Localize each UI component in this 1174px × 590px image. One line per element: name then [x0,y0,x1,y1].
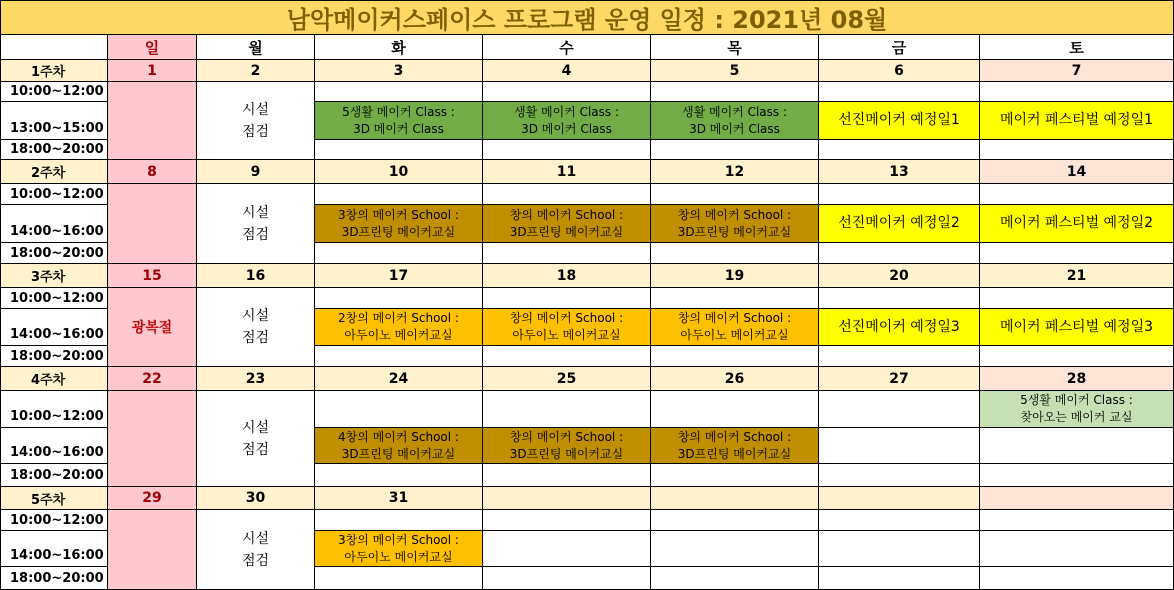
empty-slot [980,531,1174,567]
event-3d-maker-class [651,102,819,140]
event-line: 3D 메이커 Class [353,121,444,136]
event-advanced-maker [819,102,980,140]
empty-slot [819,391,980,428]
event-3d-maker-class [315,102,483,140]
corner-cell [0,35,108,60]
empty-slot [315,288,483,309]
event-line: 3D 메이커 Class [689,121,780,136]
event-3d-printing-school [651,428,819,464]
event-advanced-maker [819,205,980,243]
event-3d-printing-school [483,205,651,243]
sunday-block [108,391,197,487]
empty-slot [483,346,651,367]
event-visiting-maker-class [980,391,1174,428]
empty-slot [315,82,483,102]
event-line: 3창의 메이커 School : [338,207,459,222]
day-header-sunday: 일 [108,35,197,60]
event-line: 5생활 메이커 Class : [342,104,455,119]
day-header-thursday: 목 [651,35,819,60]
date-tuesday: 3 [315,60,483,82]
event-line: 3D프린팅 메이커교실 [341,224,456,239]
date-saturday: 7 [980,60,1174,82]
day-header-saturday: 토 [980,35,1174,60]
date-sunday: 29 [108,487,197,510]
day-header-wednesday: 수 [483,35,651,60]
date-tuesday: 31 [315,487,483,510]
empty-slot [651,391,819,428]
date-friday: 20 [819,264,980,288]
date-thursday: 5 [651,60,819,82]
event-maker-festival [980,102,1174,140]
event-3d-printing-school [315,205,483,243]
date-wednesday: 4 [483,60,651,82]
sunday-block [108,82,197,160]
date-saturday: 14 [980,160,1174,184]
event-line: 3D프린팅 메이커교실 [677,446,792,461]
time-slot: 18:00~20:00 [0,243,108,264]
empty-slot [651,464,819,487]
event-line: 창의 메이커 School : [677,207,792,222]
event-line: 생활 메이커 Class : [681,104,788,119]
date-thursday [651,487,819,510]
week-label: 4주차 [0,367,108,391]
date-tuesday: 24 [315,367,483,391]
date-wednesday [483,487,651,510]
empty-slot [819,531,980,567]
empty-slot [483,510,651,531]
empty-slot [483,82,651,102]
empty-slot [980,184,1174,205]
event-line: 메이커 페스티벌 예정일3 [999,318,1154,335]
facility-inspection [197,82,315,160]
empty-slot [980,510,1174,531]
date-saturday: 21 [980,264,1174,288]
date-saturday: 28 [980,367,1174,391]
date-sunday: 1 [108,60,197,82]
empty-slot [980,346,1174,367]
empty-slot [819,567,980,590]
empty-slot [483,464,651,487]
event-arduino-school [651,309,819,346]
event-3d-printing-school [651,205,819,243]
event-line: 찾아오는 메이커 교실 [1020,410,1133,424]
time-slot: 14:00~16:00 [0,205,108,243]
empty-slot [483,567,651,590]
event-line: 3D프린팅 메이커교실 [341,446,456,461]
inspection-line: 점검 [241,330,270,346]
date-monday: 16 [197,264,315,288]
date-friday: 6 [819,60,980,82]
event-arduino-school [315,309,483,346]
date-monday: 9 [197,160,315,184]
event-line: 아두이노 메이커교실 [512,328,621,342]
date-monday: 30 [197,487,315,510]
event-line: 선진메이커 예정일1 [838,112,960,128]
event-arduino-school [483,309,651,346]
time-slot: 14:00~16:00 [0,428,108,464]
inspection-line: 시설 [241,530,270,547]
empty-slot [819,428,980,464]
time-slot: 10:00~12:00 [0,288,108,309]
day-header-friday: 금 [819,35,980,60]
time-slot: 18:00~20:00 [0,464,108,487]
empty-slot [483,184,651,205]
event-line: 3D프린팅 메이커교실 [677,224,792,239]
event-3d-maker-class [483,102,651,140]
empty-slot [819,288,980,309]
facility-inspection [197,288,315,367]
inspection-line: 시설 [241,419,270,436]
event-line: 창의 메이커 School : [677,429,792,444]
empty-slot [980,288,1174,309]
empty-slot [315,464,483,487]
inspection-line: 시설 [241,101,270,118]
empty-slot [819,82,980,102]
empty-slot [819,346,980,367]
holiday-liberation-day: 광복절 [108,288,197,367]
empty-slot [315,184,483,205]
date-monday: 2 [197,60,315,82]
empty-slot [483,391,651,428]
date-wednesday: 11 [483,160,651,184]
event-arduino-school [315,531,483,567]
empty-slot [651,346,819,367]
event-line: 메이커 페스티벌 예정일1 [999,112,1154,128]
date-saturday [980,487,1174,510]
sheet-title: 남악메이커스페이스 프로그램 운영 일정 : 2021년 08월 [0,0,1174,35]
empty-slot [483,531,651,567]
date-sunday: 22 [108,367,197,391]
event-line: 3창의 메이커 School : [338,532,459,547]
empty-slot [483,243,651,264]
week-label: 1주차 [0,60,108,82]
empty-slot [651,140,819,160]
empty-slot [980,428,1174,464]
facility-inspection [197,391,315,487]
event-line: 창의 메이커 School : [509,207,624,222]
event-line: 생활 메이커 Class : [513,104,620,119]
date-wednesday: 18 [483,264,651,288]
event-line: 3D 메이커 Class [521,121,612,136]
date-thursday: 12 [651,160,819,184]
week-label: 3주차 [0,264,108,288]
date-sunday: 8 [108,160,197,184]
empty-slot [980,567,1174,590]
date-tuesday: 10 [315,160,483,184]
event-advanced-maker [819,309,980,346]
event-maker-festival [980,205,1174,243]
time-slot: 18:00~20:00 [0,567,108,590]
week-label: 5주차 [0,487,108,510]
empty-slot [651,567,819,590]
event-3d-printing-school [483,428,651,464]
event-line: 3D프린팅 메이커교실 [509,446,624,461]
empty-slot [651,243,819,264]
event-line: 창의 메이커 School : [509,311,624,325]
date-tuesday: 17 [315,264,483,288]
time-slot: 18:00~20:00 [0,140,108,160]
empty-slot [651,288,819,309]
event-line: 2창의 메이커 School : [338,311,459,325]
empty-slot [315,346,483,367]
sunday-block [108,510,197,590]
event-line: 선진메이커 예정일3 [838,318,960,335]
date-sunday: 15 [108,264,197,288]
inspection-line: 시설 [241,204,270,221]
inspection-line: 점검 [241,441,270,458]
inspection-line: 점검 [241,226,270,243]
time-slot: 10:00~12:00 [0,82,108,102]
empty-slot [819,464,980,487]
date-thursday: 26 [651,367,819,391]
event-line: 아두이노 메이커교실 [680,328,789,342]
event-line: 3D프린팅 메이커교실 [509,224,624,239]
inspection-line: 점검 [241,123,270,140]
date-monday: 23 [197,367,315,391]
event-maker-festival [980,309,1174,346]
event-line: 창의 메이커 School : [509,429,624,444]
event-line: 아두이노 메이커교실 [344,328,453,342]
date-friday [819,487,980,510]
date-thursday: 19 [651,264,819,288]
time-slot: 10:00~12:00 [0,184,108,205]
time-slot: 14:00~16:00 [0,309,108,346]
time-slot: 18:00~20:00 [0,346,108,367]
empty-slot [315,391,483,428]
empty-slot [980,243,1174,264]
date-friday: 13 [819,160,980,184]
event-line: 4창의 메이커 School : [338,429,459,444]
empty-slot [315,140,483,160]
facility-inspection [197,510,315,590]
sunday-block [108,184,197,264]
event-3d-printing-school [315,428,483,464]
event-line: 선진메이커 예정일2 [838,215,960,231]
week-label: 2주차 [0,160,108,184]
event-line: 5생활 메이커 Class : [1020,393,1133,407]
empty-slot [980,140,1174,160]
empty-slot [483,288,651,309]
event-line: 메이커 페스티벌 예정일2 [999,215,1154,231]
inspection-line: 시설 [241,308,270,324]
empty-slot [651,510,819,531]
date-wednesday: 25 [483,367,651,391]
empty-slot [315,567,483,590]
time-slot: 10:00~12:00 [0,391,108,428]
day-header-tuesday: 화 [315,35,483,60]
time-slot: 10:00~12:00 [0,510,108,531]
empty-slot [819,140,980,160]
empty-slot [483,140,651,160]
day-header-monday: 월 [197,35,315,60]
event-line: 창의 메이커 School : [677,311,792,325]
empty-slot [315,243,483,264]
empty-slot [651,82,819,102]
inspection-line: 점검 [241,552,270,569]
empty-slot [651,531,819,567]
time-slot: 14:00~16:00 [0,531,108,567]
empty-slot [315,510,483,531]
empty-slot [980,82,1174,102]
event-line: 아두이노 메이커교실 [344,549,453,564]
date-friday: 27 [819,367,980,391]
empty-slot [980,464,1174,487]
time-slot: 13:00~15:00 [0,102,108,140]
empty-slot [651,184,819,205]
empty-slot [819,510,980,531]
facility-inspection [197,184,315,264]
empty-slot [819,243,980,264]
empty-slot [819,184,980,205]
